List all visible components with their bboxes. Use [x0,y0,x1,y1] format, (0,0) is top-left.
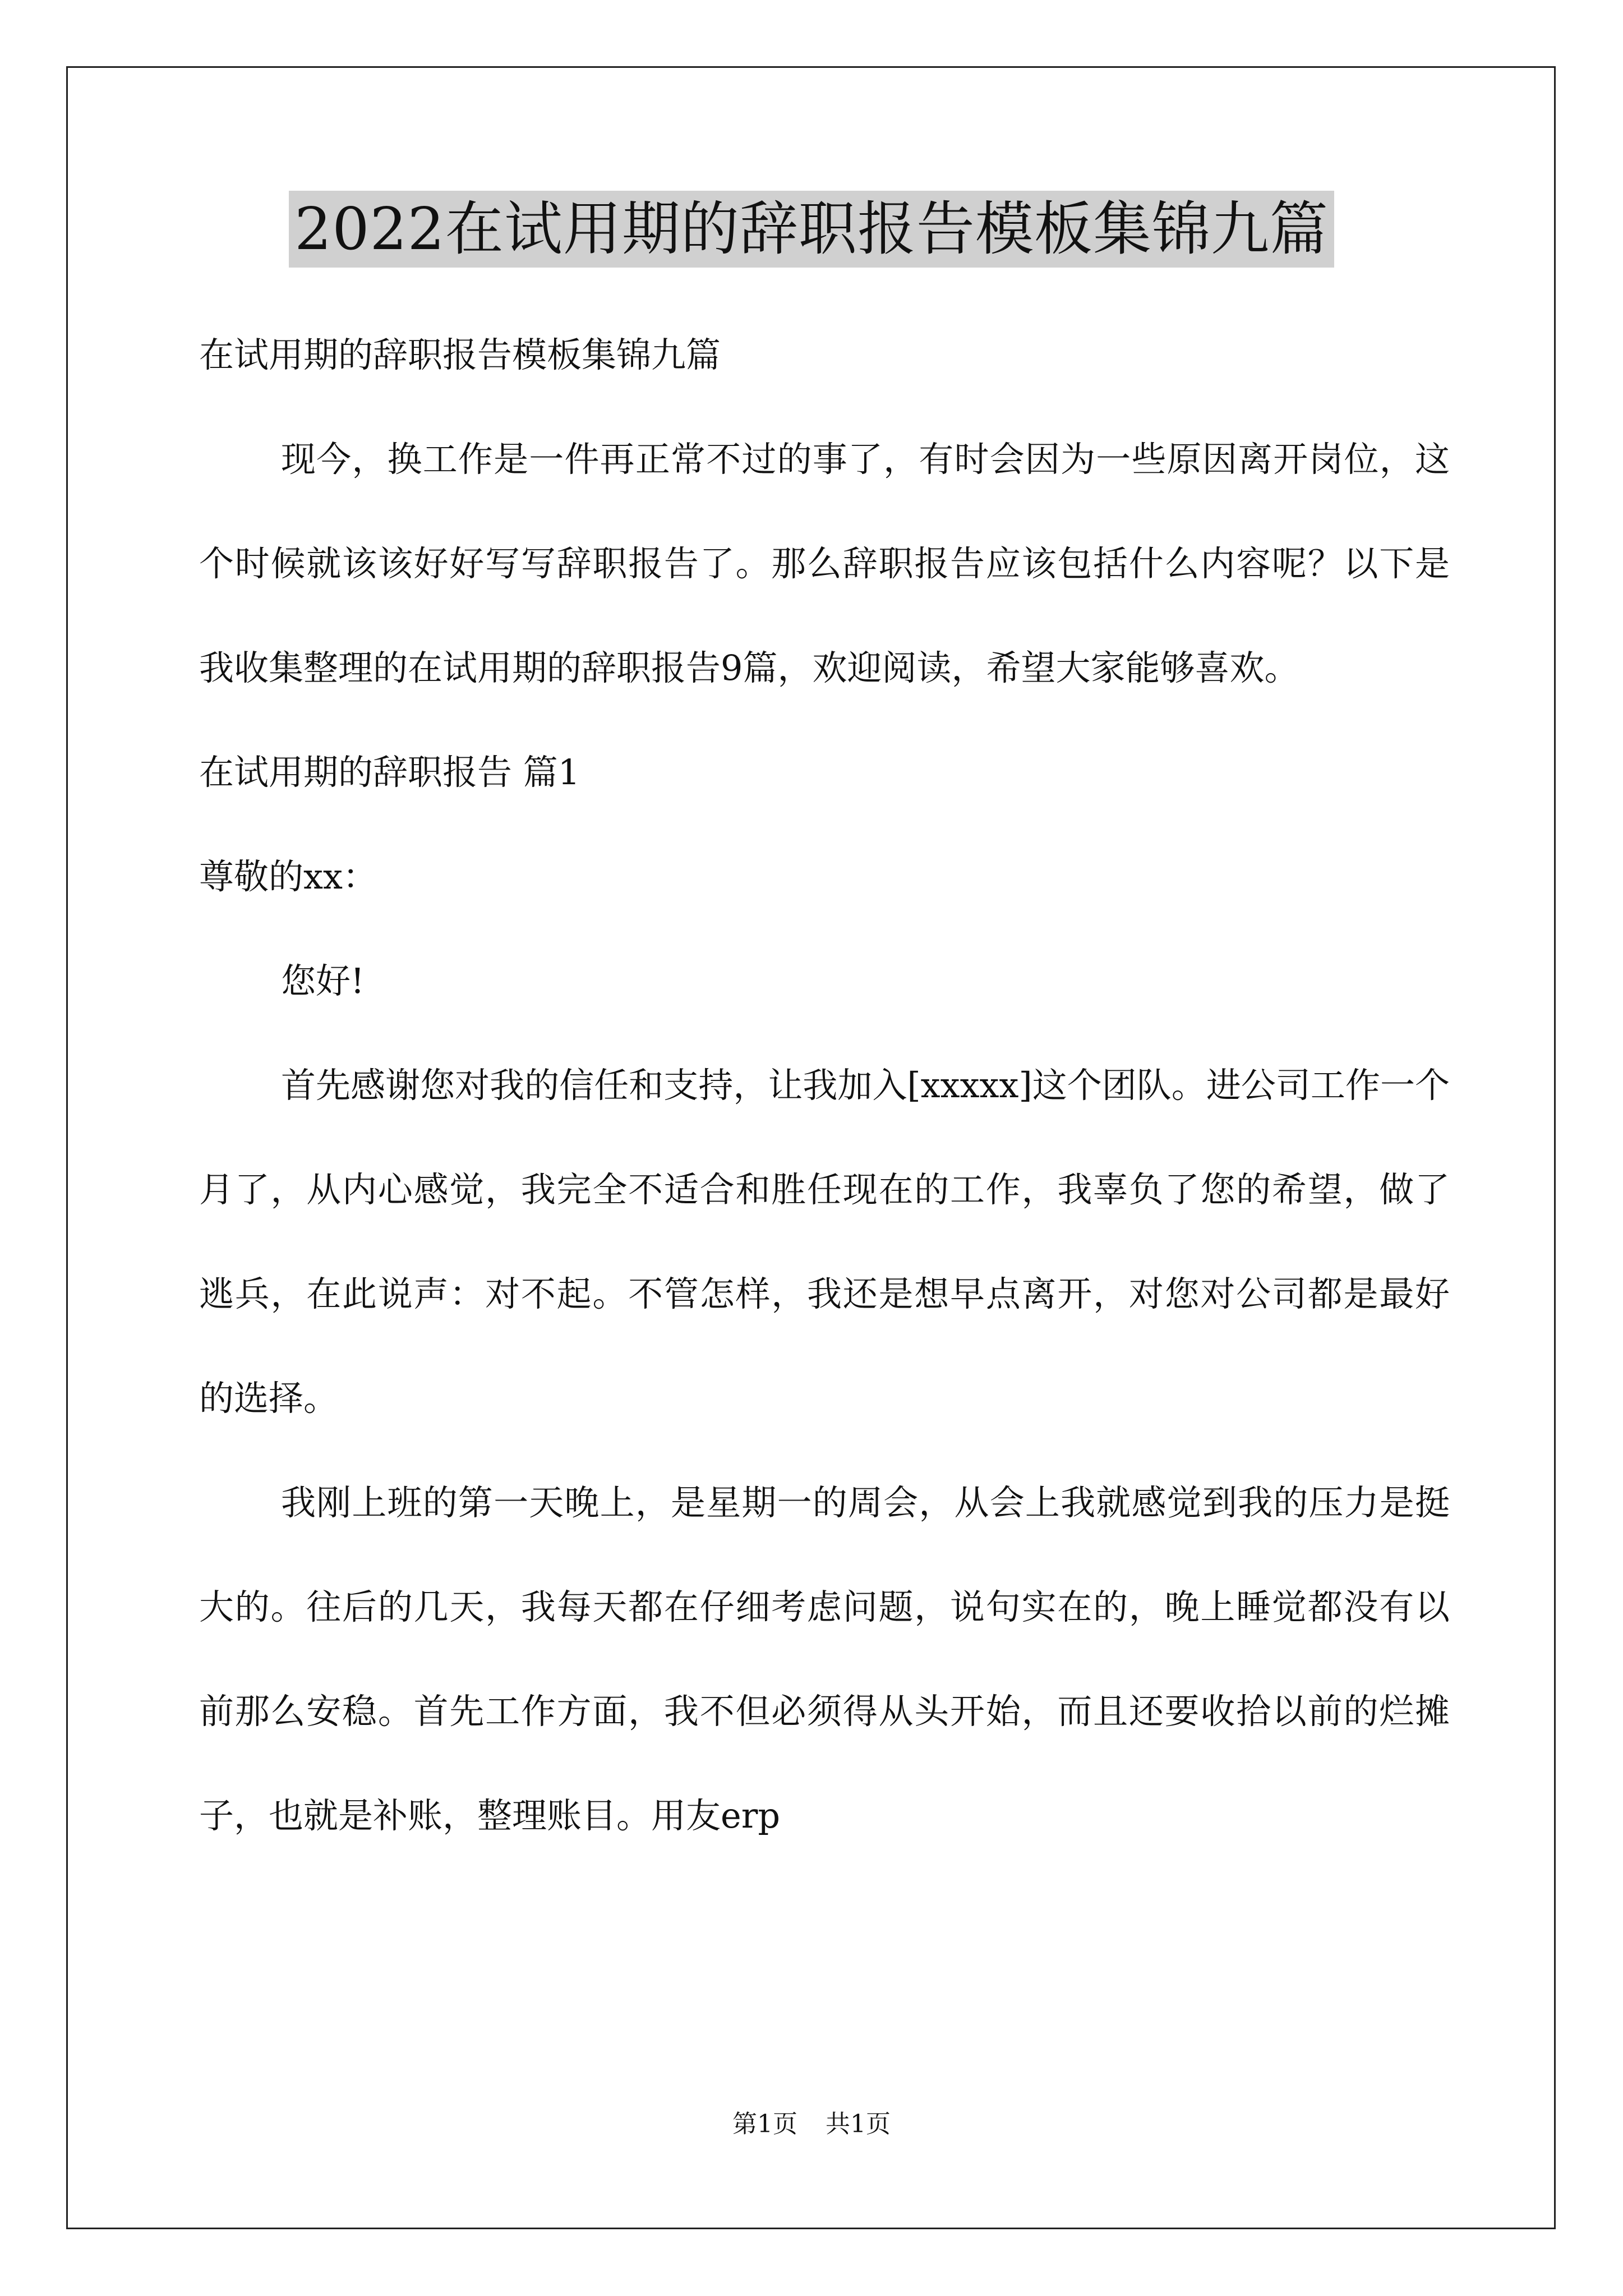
greeting: 您好! [281,960,365,1001]
body-paragraph-1: 首先感谢您对我的信任和支持，让我加入[xxxxx]这个团队。进公司工作一个月了，从内心感觉，我完全不适合和胜任现在的工作，我辜负了您的希望，做了逃兵，在此说声：对不起。不管怎样，我还是想早点离开，对您对公司都是最好的选择。 [199,1065,1450,1419]
document-subtitle: 在试用期的辞职报告模板集锦九篇 [199,334,721,375]
section-heading: 在试用期的辞职报告 篇1 [199,752,580,793]
page-total: 共1页 [826,2110,891,2138]
page-number: 第1页 [732,2110,797,2138]
document-title: 2022在试用期的辞职报告模板集锦九篇 [289,191,1334,268]
intro-paragraph: 现今，换工作是一件再正常不过的事了，有时会因为一些原因离开岗位，这个时候就该该好好写写辞职报告了。那么辞职报告应该包括什么内容呢？以下是我收集整理的在试用期的辞职报告9篇，欢迎阅读，希望大家能够喜欢。 [199,439,1450,688]
page-footer [0,2104,1623,2139]
body-paragraph-2: 我刚上班的第一天晚上，是星期一的周会，从会上我就感觉到我的压力是挺大的。往后的几天，我每天都在仔细考虑问题，说句实在的，晚上睡觉都没有以前那么安稳。首先工作方面，我不但必须得从头开始，而且还要收拾以前的烂摊子，也就是补账，整理账目。用友erp [199,1482,1450,1836]
title-container [0,191,1623,268]
salutation: 尊敬的xx： [199,856,377,897]
document-body [199,303,1450,1868]
